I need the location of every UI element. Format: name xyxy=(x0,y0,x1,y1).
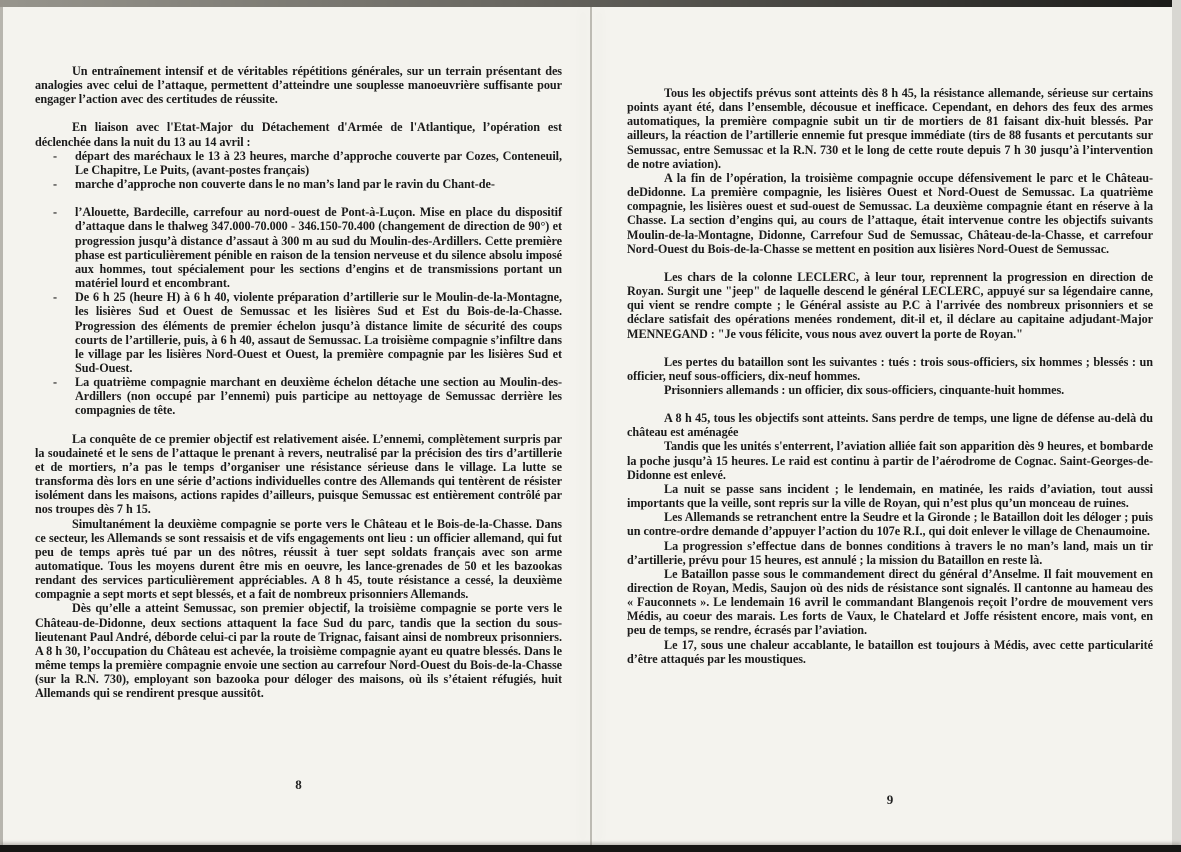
scan-edge-bottom xyxy=(0,845,1181,852)
list-item-text: La quatrième compagnie marchant en deuxième échelon détache une section au Moulin-des-Ardillers (non occupé par l’ennemi) puis participe au nettoyage de Semussac derrière les compagnies de tête. xyxy=(75,375,562,418)
scan-edge-top xyxy=(0,0,1181,7)
paragraph-gap xyxy=(35,106,562,120)
paragraph-gap xyxy=(627,256,1153,270)
page-right-text-column xyxy=(627,86,1153,666)
list-item xyxy=(35,205,562,290)
list-dash: - xyxy=(53,205,58,220)
paragraph-gap xyxy=(35,191,562,205)
scan-edge-right xyxy=(1172,0,1181,852)
paragraph: Tous les objectifs prévus sont atteints dès 8 h 45, la résistance allemande, sérieuse sur certains points ayant été, dans l’ensemble, décousue et inefficace. Cependant, en dehors des feux des armes automatiques, la première compagnie subit un tir de mortiers de 81 faisant dix-huit blessés. Par ailleurs, la réaction de l’artillerie ennemie fut presque immédiate (tirs de 88 fusants et percutants sur Semussac, entre Semussac et la R.N. 730 et le long de cette route depuis 7 h 30 jusqu’à l’intervention de notre aviation). xyxy=(627,86,1153,171)
list-item-text: marche d’approche non couverte dans le no man’s land par le ravin du Chant-de- xyxy=(75,177,495,192)
page-left-text-column xyxy=(35,64,562,701)
page-gutter-line xyxy=(590,7,592,845)
page-number-left: 8 xyxy=(295,777,302,792)
paragraph: Dès qu’elle a atteint Semussac, son premier objectif, la troisième compagnie se porte vers le Château-de-Didonne, deux sections attaquent la face Sud du parc, tandis que la section du sous-lieutenant Paul André, déborde celui-ci par la route de Trignac, faisant ainsi de nombreux prisonniers. A 8 h 30, l’occupation du Château est achevée, la troisième compagnie ayant eu quatre blessés. Dans le même temps la première compagnie envoie une section au carrefour Nord-Ouest du Bois-de-la-Chasse (sur la R.N. 730), employant son bazooka pour déloger des maisons, où ils s’étaient réfugiés, huit Allemands qui se rendirent presque aussitôt. xyxy=(35,601,562,701)
list-dash: - xyxy=(53,177,58,192)
paragraph: Prisonniers allemands : un officier, dix sous-officiers, cinquante-huit hommes. xyxy=(664,382,1065,397)
paragraph: A 8 h 45, tous les objectifs sont atteints. Sans perdre de temps, une ligne de défense au-delà du château est aménagée xyxy=(627,411,1153,440)
list-dash: - xyxy=(53,375,58,390)
paragraph: Le 17, sous une chaleur accablante, le bataillon est toujours à Médis, avec cette particularité d’être attaqués par les moustiques. xyxy=(627,637,1153,666)
list-item-text: départ des maréchaux le 13 à 23 heures, marche d’approche couverte par Cozes, Conteneuil, Le Chapitre, Le Puits, (avant-postes français) xyxy=(75,148,562,177)
paragraph: Tandis que les unités s'enterrent, l’aviation alliée fait son apparition dès 9 heures, et bombarde la poche jusqu’à 15 heures. Le raid est continu à partir de l’aérodrome de Cognac. Saint-Georges-de-Didonne est enlevé. xyxy=(627,439,1153,482)
paragraph: En liaison avec l'Etat-Major du Détachement d'Armée de l'Atlantique, l’opération est déclenchée dans la nuit du 13 au 14 avril : xyxy=(35,120,562,149)
list-item-text: l’Alouette, Bardecille, carrefour au nord-ouest de Pont-à-Luçon. Mise en place du dispositif d’attaque dans le thalweg 347.000-70.000 - 346.150-70.400 (changement de direction de 90°) et progression jusqu’à distance d’assaut à 300 m au sud du Moulin-des-Ardillers. Cette première phase est particulièrement pénible en raison de la tension nerveuse et du silence absolu imposé aux hommes, tout spécialement pour les sections d’engins et de transmissions portant un matériel lourd et encombrant. xyxy=(75,205,562,291)
paragraph: Simultanément la deuxième compagnie se porte vers le Château et le Bois-de-la-Chasse. Dans ce secteur, les Allemands se sont ressaisis et de vifs engagements ont lieu : un officier allemand, qui fut peu de temps après tué par un des nôtres, réussit à tuer sept soldats français avec son arme automatique. Tous les moyens durent être mis en oeuvre, les lance-grenades de 50 et les bazookas rendant des services particulièrement appréciables. A 8 h 45, toute résistance a cessé, la deuxième compagnie a sept morts et sept blessés, et a fait de nombreux prisonniers Allemands. xyxy=(35,516,562,602)
paragraph: Un entraînement intensif et de véritables répétitions générales, sur un terrain présentant des analogies avec celui de l’attaque, permettent d’atteindre une souplesse manoeuvrière suffisante pour engager l’action avec des certitudes de réussite. xyxy=(35,64,562,107)
list-item xyxy=(35,375,562,417)
list-item xyxy=(35,149,562,177)
page-number-right: 9 xyxy=(886,792,894,807)
paragraph: Les chars de la colonne LECLERC, à leur tour, reprennent la progression en direction de Royan. Surgit une "jeep" de laquelle descend le général LECLERC, appuyé sur sa légendaire canne, qui vient se rendre compte ; le Général assiste au P.C à l'arrivée des nombreux prisonniers et se déclare satisfait des opérations menées rondement, dit-il et, il déclare au capitaine adjudant-Major MENNEGAND : "Je vous félicite, vous nous avez ouvert la porte de Royan." xyxy=(627,269,1153,341)
scan-edge-left xyxy=(0,0,3,852)
list-item xyxy=(35,177,562,191)
list-item xyxy=(35,290,562,375)
paragraph: La nuit se passe sans incident ; le lendemain, en matinée, les raids d’aviation, tout aussi importants que la veille, sont repris sur la ville de Royan, qui n’est plus qu’un monceau de ruines. xyxy=(627,481,1153,511)
paragraph: Le Bataillon passe sous le commandement direct du général d’Anselme. Il fait mouvement en direction de Royan, Medis, Saujon où des nids de résistance sont signalés. Il cantonne au hameau des « Fauconnets ». Le lendemain 16 avril le commandant Blangenois reçoit l’ordre de mouvement vers Médis, au coeur des marais. Les forts de Vaux, le Chatelard et Joffe résistent encore, mais vont, en peu de temps, se rendre, écrasés par l’aviation. xyxy=(627,566,1153,638)
paragraph: Les pertes du bataillon sont les suivantes : tués : trois sous-officiers, six hommes ; blessés : un officier, neuf sous-officiers, dix-neuf hommes. xyxy=(627,354,1153,383)
paragraph: A la fin de l’opération, la troisième compagnie occupe défensivement le parc et le Château-deDidonne. La première compagnie, les lisières Ouest et Nord-Ouest de Semussac. La quatrième compagnie, les lisières ouest et sud-ouest de Semussac. La deuxième compagnie étant en réserve à la Chasse. La section d’engins qui, au cours de l’attaque, était intervenue contre les objectifs suivants Moulin-de-la-Montagne, Didonne, Carrefour Sud de Semussac, Château-de-la-Chasse, et carrefour Nord-Ouest du Bois-de-la-Chasse se mettent en position aux lisières Nord-Ouest de Semussac. xyxy=(627,170,1153,256)
paragraph-gap xyxy=(627,397,1153,411)
list-dash: - xyxy=(53,290,58,305)
paragraph: Les Allemands se retranchent entre la Seudre et la Gironde ; le Bataillon doit les déloger ; puis un contre-ordre demande d’appuyer l’action du 107e R.I., qui doit enlever le village de Chenaumoine. xyxy=(627,510,1153,539)
paragraph: La conquête de ce premier objectif est relativement aisée. L’ennemi, complètement surpris par la soudaineté et le sens de l’attaque le prenant à revers, neutralisé par la précision des tirs d’artillerie et de mortiers, n’a pas le temps d’organiser une résistance sérieuse dans le village. La lutte se transforma dès lors en une série d’actions individuelles contre des Allemands qui tentèrent de résister isolément dans les maisons, actions rapides d’ailleurs, puisque Semussac est entièrement contrôlé par nos troupes dès 7 h 15. xyxy=(35,431,562,517)
paragraph: La progression s’effectue dans de bonnes conditions à travers le no man’s land, mais un tir d’artillerie, prévu pour 15 heures, est annulé ; la mission du Bataillon en reste là. xyxy=(627,538,1153,567)
paragraph-gap xyxy=(627,341,1153,355)
list-item-text: De 6 h 25 (heure H) à 6 h 40, violente préparation d’artillerie sur le Moulin-de-la-Montagne, les lisières Sud et Ouest de Semussac et les lisières Sud et Est du Bois-de-la-Chasse. Progression des éléments de premier échelon jusqu’à distance limite de sécurité des coups courts de l’artillerie, puis, à 6 h 40, assaut de Semussac. La troisième compagnie s’infiltre dans le village par les lisières Nord-Ouest et Ouest, la première compagnie par les lisières Sud et Sud-Ouest. xyxy=(75,290,562,375)
list-dash: - xyxy=(53,148,58,163)
paragraph-gap xyxy=(35,418,562,432)
